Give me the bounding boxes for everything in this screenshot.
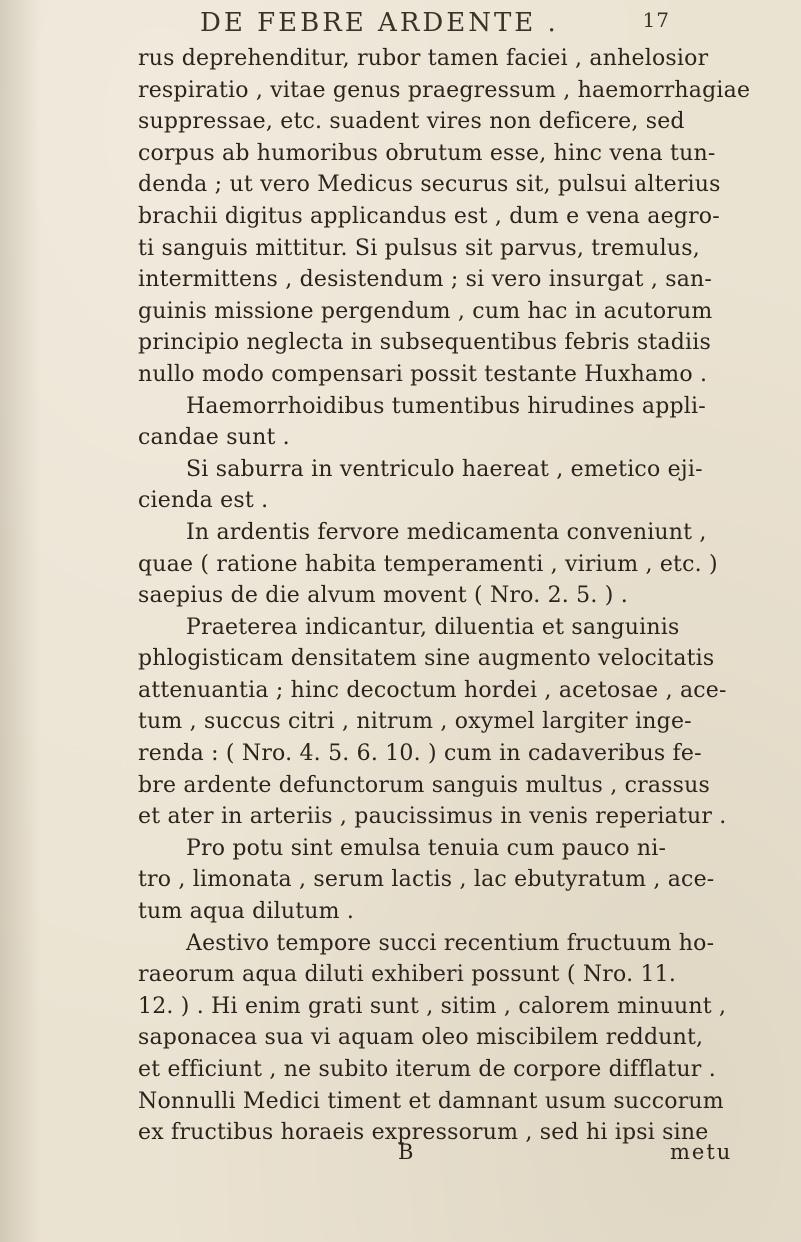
paragraph-start-line: In ardentis fervore medicamenta conveniunt , [186,519,707,545]
page-number: 17 [642,8,670,32]
text-line: phlogisticam densitatem sine augmento velocitatis [138,646,715,672]
catchword: metu [670,1140,733,1164]
text-line: cienda est . [138,488,269,514]
text-line: raeorum aqua diluti exhiberi possunt ( Nro. 11. [138,962,677,988]
text-line: saponacea sua vi aquam oleo miscibilem reddunt, [138,1025,704,1051]
paragraph-start-line: Aestivo tempore succi recentium fructuum ho- [186,930,715,956]
text-line: ti sanguis mittitur. Si pulsus sit parvus, tremulus, [138,235,700,261]
text-line: renda : ( Nro. 4. 5. 6. 10. ) cum in cadaveribus fe- [138,741,702,767]
text-line: tro , limonata , serum lactis , lac ebutyratum , ace- [138,867,715,893]
text-line: candae sunt . [138,425,290,451]
page-header [200,8,670,42]
text-line: corpus ab humoribus obrutum esse, hinc vena tun- [138,140,716,166]
text-line: rus deprehenditur, rubor tamen faciei , anhelosior [138,46,709,71]
text-line: et ater in arteriis , paucissimus in venis reperiatur . [138,804,727,830]
gutter-shadow [0,0,40,1242]
page-footer [0,1140,801,1172]
text-line: saepius de die alvum movent ( Nro. 2. 5. ) . [138,583,628,609]
text-line: nullo modo compensari possit testante Huxhamo . [138,361,708,387]
text-line: tum aqua dilutum . [138,899,355,925]
text-line: Nonnulli Medici timent et damnant usum succorum [138,1088,724,1114]
signature-mark: B [398,1140,414,1164]
text-line: tum , succus citri , nitrum , oxymel largiter inge- [138,709,692,735]
running-title: DE FEBRE ARDENTE . [200,8,559,38]
text-line: denda ; ut vero Medicus securus sit, pulsui alterius [138,172,721,198]
text-line: attenuantia ; hinc decoctum hordei , acetosae , ace- [138,677,727,703]
text-line: principio neglecta in subsequentibus febris stadiis [138,330,711,356]
paragraph-start-line: Pro potu sint emulsa tenuia cum pauco ni- [186,835,667,861]
text-line: guinis missione pergendum , cum hac in acutorum [138,298,713,324]
paragraph-start-line: Si saburra in ventriculo haereat , emetico eji- [186,456,703,482]
text-line: 12. ) . Hi enim grati sunt , sitim , calorem minuunt , [138,993,727,1019]
text-line: bre ardente defunctorum sanguis multus , crassus [138,772,710,798]
text-line: suppressae, etc. suadent vires non deficere, sed [138,109,685,135]
text-line: ex fructibus horaeis expressorum , sed hi ipsi sine [138,1120,709,1146]
text-line: respiratio , vitae genus praegressum , haemorrhagiae [138,77,751,103]
text-line: et efficiunt , ne subito iterum de corpore difflatur . [138,1057,716,1082]
text-line: brachii digitus applicandus est , dum e vena aegro- [138,203,720,229]
main-text [138,43,763,1149]
paragraph-start-line: Praeterea indicantur, diluentia et sanguinis [186,614,680,640]
paragraph-start-line: Haemorrhoidibus tumentibus hirudines appli- [186,393,706,419]
text-line: quae ( ratione habita temperamenti , virium , etc. ) [138,551,718,577]
text-line: intermittens , desistendum ; si vero insurgat , san- [138,267,713,293]
